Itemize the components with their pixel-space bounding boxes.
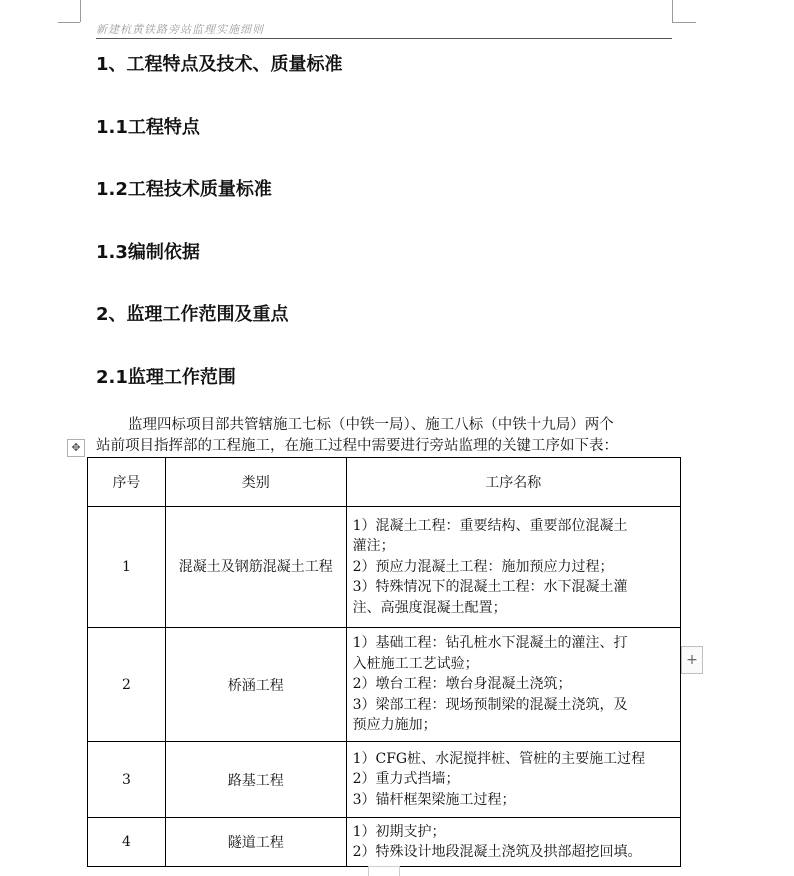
header-rule	[96, 38, 672, 39]
process-item: 1）混凝土工程：重要结构、重要部位混凝土	[352, 517, 628, 534]
process-item: 1）初期支护；	[352, 823, 446, 840]
row-process[interactable]	[346, 507, 680, 628]
process-item: 3）梁部工程：现场预制梁的混凝土浇筑，及	[352, 696, 628, 713]
plus-icon[interactable]: +	[681, 646, 703, 674]
header-category[interactable]: 类别	[165, 458, 346, 507]
page-header: 新建杭黄铁路旁站监理实施细则	[96, 23, 264, 36]
heading-1-3[interactable]: 1.3编制依据	[96, 242, 200, 263]
process-item: 注、高强度混凝土配置；	[352, 599, 507, 616]
table-row	[88, 742, 681, 818]
row-process[interactable]	[346, 818, 680, 867]
crop-mark	[58, 22, 80, 23]
crop-mark	[672, 22, 696, 23]
table-row	[88, 818, 681, 867]
process-item: 3）锚杆框架梁施工过程；	[352, 791, 516, 808]
row-category[interactable]: 路基工程	[165, 742, 346, 818]
intro-line: 站前项目指挥部的工程施工，在施工过程中需要进行旁站监理的关键工序如下表：	[96, 438, 618, 454]
process-item: 2）重力式挡墙；	[352, 771, 460, 788]
process-item: 1）基础工程：钻孔桩水下混凝土的灌注、打	[352, 635, 628, 652]
intro-paragraph[interactable]	[96, 415, 680, 457]
row-category[interactable]	[165, 507, 346, 628]
intro-line: 监理四标项目部共管辖施工七标（中铁一局）、施工八标（中铁十九局）两个	[128, 417, 614, 433]
row-seq[interactable]: 2	[88, 628, 166, 742]
process-table	[87, 457, 681, 867]
row-process[interactable]	[346, 742, 680, 818]
process-item: 2）墩台工程：墩台身混凝土浇筑；	[352, 676, 572, 693]
table-row	[88, 507, 681, 628]
row-seq[interactable]: 4	[88, 818, 166, 867]
crop-mark	[80, 0, 81, 22]
row-category[interactable]: 桥涵工程	[165, 628, 346, 742]
heading-2[interactable]: 2、监理工作范围及重点	[96, 304, 289, 325]
process-item: 2）预应力混凝土工程：施加预应力过程；	[352, 558, 614, 575]
row-category[interactable]: 隧道工程	[165, 818, 346, 867]
process-item: 灌注；	[352, 538, 395, 555]
heading-1-2[interactable]: 1.2工程技术质量标准	[96, 179, 272, 200]
table-row	[88, 628, 681, 742]
row-seq[interactable]: 1	[88, 507, 166, 628]
table-move-icon[interactable]	[67, 439, 85, 457]
process-item: 预应力施加；	[352, 717, 437, 734]
row-process[interactable]	[346, 628, 680, 742]
category-text: 混凝土及钢筋混凝土工程	[178, 559, 333, 575]
process-item: 入桩施工工艺试验；	[352, 655, 479, 672]
crop-mark	[672, 0, 673, 22]
process-item: 2）特殊设计地段混凝土浇筑及拱部超挖回填。	[352, 844, 642, 860]
row-seq[interactable]: 3	[88, 742, 166, 818]
heading-2-1[interactable]: 2.1监理工作范围	[96, 367, 236, 388]
heading-1-1[interactable]: 1.1工程特点	[96, 117, 200, 138]
move-icon: ✥	[71, 441, 81, 454]
table-header-row	[88, 458, 681, 507]
header-process[interactable]: 工序名称	[346, 458, 680, 507]
process-item: 1）CFG桩、水泥搅拌桩、管桩的主要施工过程	[352, 750, 646, 767]
process-item: 3）特殊情况下的混凝土工程：水下混凝土灌	[352, 579, 628, 596]
header-seq[interactable]: 序号	[88, 458, 166, 507]
heading-1[interactable]: 1、工程特点及技术、质量标准	[96, 54, 343, 75]
